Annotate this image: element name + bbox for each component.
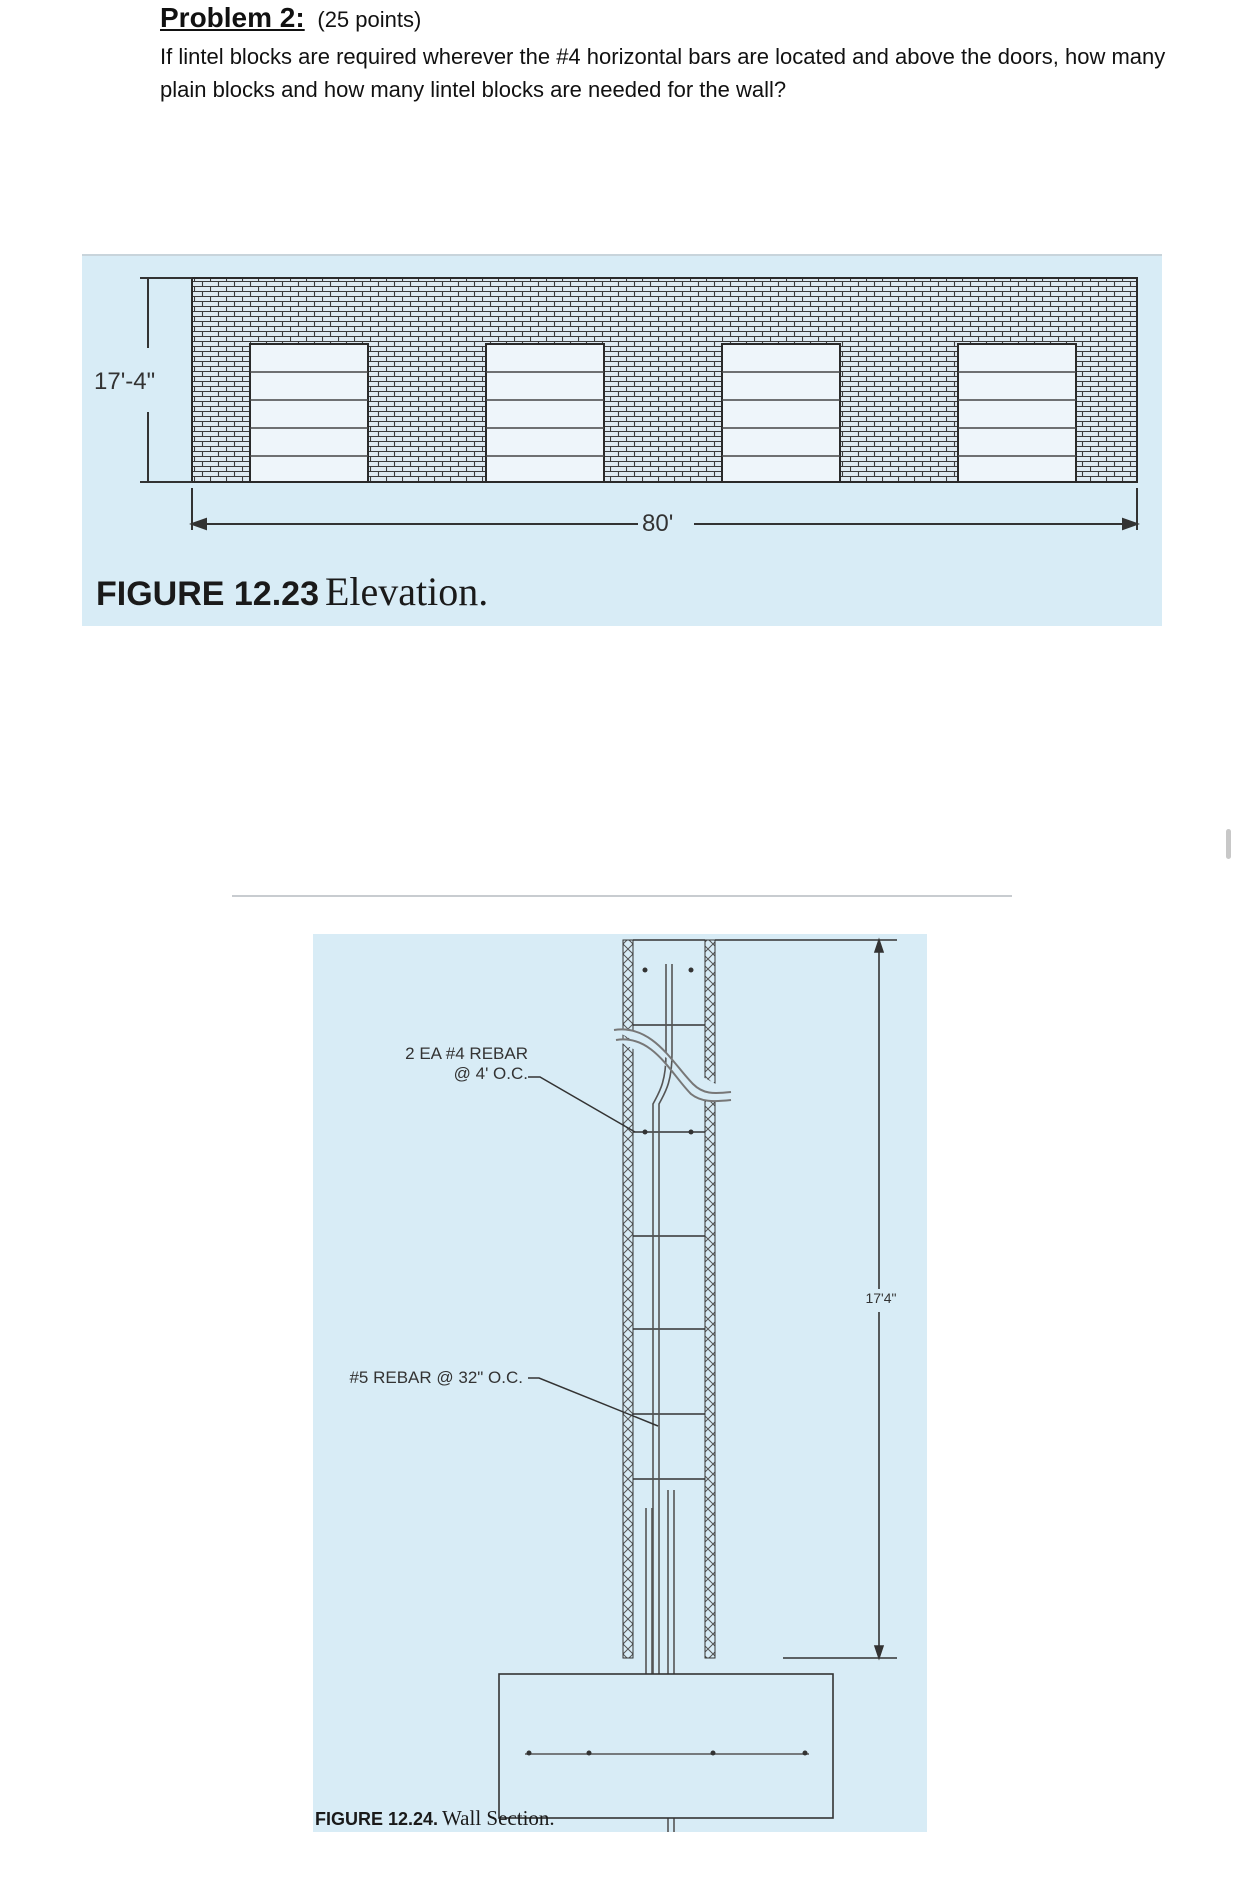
wall-section-caption-number: FIGURE 12.24. — [315, 1809, 439, 1829]
elevation-caption-number: FIGURE 12.23 — [96, 575, 319, 613]
wall-face-right — [705, 940, 715, 1658]
wall-section-caption-title: Wall Section. — [442, 1806, 555, 1830]
problem-heading — [160, 2, 421, 34]
figure-divider — [232, 895, 1012, 897]
problem-points: (25 points) — [317, 7, 422, 32]
problem-question: If lintel blocks are required wherever the #4 horizontal bars are located and above the doors, how many plain blocks and how many lintel blocks are needed for the wall? — [160, 44, 1166, 102]
elevation-caption — [96, 568, 488, 615]
section-height-label: 17'4" — [865, 1290, 897, 1306]
rebar-note — [353, 1044, 528, 1084]
note-leaders — [528, 1077, 658, 1426]
elevation-caption-title: Elevation. — [324, 569, 489, 614]
problem-title: Problem 2: — [160, 2, 305, 33]
vertical-rebar-note: #5 REBAR @ 32" O.C. — [349, 1368, 523, 1387]
rebar-note-line2: @ 4' O.C. — [453, 1064, 528, 1083]
block-courses — [633, 940, 705, 1479]
wall-section-figure — [313, 934, 927, 1832]
footing — [499, 1674, 833, 1818]
scrollbar-thumb[interactable] — [1226, 829, 1231, 859]
rebar-note-line1: 2 EA #4 REBAR — [405, 1044, 528, 1063]
elevation-height-label: 17'-4" — [90, 368, 159, 396]
elevation-length-label: 80' — [638, 510, 677, 538]
elevation-figure — [82, 254, 1162, 626]
wall-section-caption — [315, 1806, 555, 1831]
